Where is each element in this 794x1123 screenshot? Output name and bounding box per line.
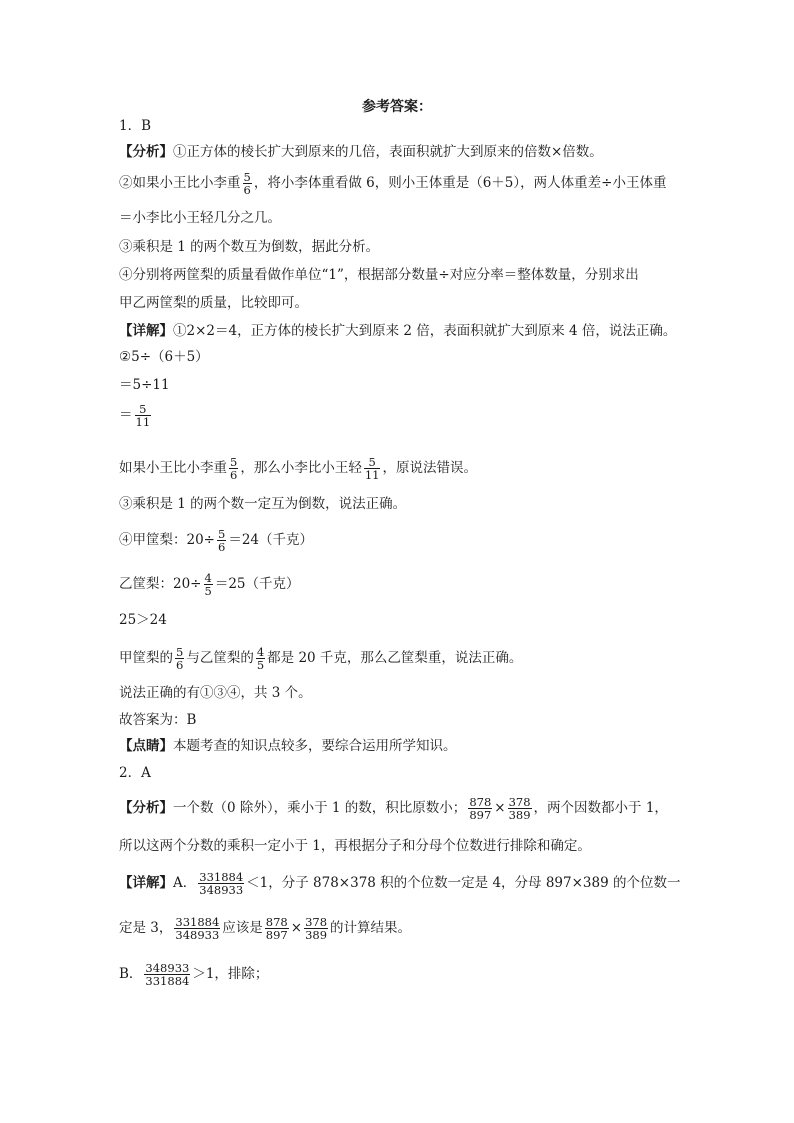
text: ＞1，排除； xyxy=(192,966,269,982)
numerator: 5 xyxy=(230,455,238,469)
denominator: 331884 xyxy=(145,974,190,988)
fraction-331884-348933 xyxy=(174,916,220,941)
fraction-5-11 xyxy=(135,403,152,428)
text: 的计算结果。 xyxy=(330,920,412,936)
q1-detail-line-6: ③乘积是 1 的两个数一定互为倒数，说法正确。 xyxy=(119,496,407,512)
q2-detail-line-2 xyxy=(119,916,411,941)
fraction-5-6 xyxy=(243,171,252,196)
denominator: 6 xyxy=(218,540,226,554)
text: ＝ xyxy=(119,407,133,423)
numerator: 5 xyxy=(243,170,251,184)
numerator: 5 xyxy=(368,455,376,469)
q1-analysis-line-4: ③乘积是 1 的两个数互为倒数，据此分析。 xyxy=(119,239,380,255)
fraction-378-389 xyxy=(304,916,328,941)
text: 应该是 xyxy=(222,920,263,936)
denominator: 5 xyxy=(256,658,265,672)
denominator: 6 xyxy=(176,658,184,672)
text: 定是 3， xyxy=(119,920,173,936)
q2-analysis-line-1 xyxy=(119,796,668,821)
q1-detail-line-5 xyxy=(119,456,477,481)
denominator: 11 xyxy=(135,415,151,429)
numerator: 5 xyxy=(218,527,226,541)
text: ＝25（千克） xyxy=(214,576,300,592)
numerator: 878 xyxy=(265,915,288,929)
text: × xyxy=(290,920,303,936)
numerator: 878 xyxy=(469,795,492,809)
q1-detail-line-10 xyxy=(119,646,522,671)
text: 都是 20 千克，那么乙筐梨重，说法正确。 xyxy=(267,650,523,666)
q1-detail-line-2: ②5÷（6＋5） xyxy=(119,349,209,365)
denominator: 348933 xyxy=(199,883,244,897)
text: ，原说法错误。 xyxy=(382,460,477,476)
q1-detail-line-1 xyxy=(119,321,676,341)
q2-detail-line-1 xyxy=(119,871,680,896)
text: ，将小李体重看做 6，则小王体重是（6＋5），两人体重差÷小王体重 xyxy=(253,175,667,191)
fraction-878-897 xyxy=(468,796,492,821)
numerator: 378 xyxy=(508,795,531,809)
text: ①2×2＝4，正方体的棱长扩大到原来 2 倍，表面积就扩大到原来 4 倍，说法正确。 xyxy=(173,323,677,339)
comment-tag: 【点睛】 xyxy=(119,738,173,754)
fraction-5-11 xyxy=(364,456,381,481)
text: 如果小王比小李重 xyxy=(119,460,227,476)
text: B． xyxy=(119,966,143,982)
q1-analysis-line-1 xyxy=(119,142,603,162)
text: ，那么小李比小王轻 xyxy=(240,460,362,476)
analysis-tag: 【分析】 xyxy=(119,800,173,816)
denominator: 11 xyxy=(364,468,380,482)
numerator: 4 xyxy=(256,645,265,659)
numerator: 378 xyxy=(305,915,328,929)
numerator: 331884 xyxy=(199,870,244,884)
q1-final: 故答案为：B xyxy=(119,712,197,728)
numerator: 331884 xyxy=(175,915,220,929)
denominator: 6 xyxy=(243,183,251,197)
denominator: 389 xyxy=(305,928,328,942)
page-title: 参考答案： xyxy=(362,99,432,115)
text: 乙筐梨：20÷ xyxy=(119,576,202,592)
fraction-4-5 xyxy=(204,572,213,597)
text: ＝24（千克） xyxy=(228,532,314,548)
q1-analysis-line-5: ④分别将两筐梨的质量看做作单位“1”，根据部分数量÷对应分率＝整体数量，分别求出 xyxy=(119,267,639,283)
denominator: 389 xyxy=(508,808,531,822)
q1-answer: 1．B xyxy=(119,118,152,134)
text: 与乙筐梨的 xyxy=(186,650,254,666)
denominator: 348933 xyxy=(175,928,220,942)
fraction-4-5 xyxy=(256,646,265,671)
q1-conclusion: 说法正确的有①③④，共 3 个。 xyxy=(119,685,312,701)
text: 甲筐梨的 xyxy=(119,650,173,666)
text: × xyxy=(494,800,506,816)
numerator: 5 xyxy=(176,645,184,659)
denominator: 6 xyxy=(230,468,238,482)
numerator: 4 xyxy=(204,571,212,585)
detail-tag: 【详解】 xyxy=(119,875,173,891)
q1-detail-line-8 xyxy=(119,572,300,597)
q2-analysis-line-2: 所以这两个分数的乘积一定小于 1，再根据分子和分母个位数进行排除和确定。 xyxy=(119,838,591,854)
fraction-378-389 xyxy=(508,796,532,821)
numerator: 348933 xyxy=(145,961,190,975)
numerator: 5 xyxy=(139,402,147,416)
denominator: 897 xyxy=(265,928,288,942)
text: 本题考查的知识点较多，要综合运用所学知识。 xyxy=(173,738,457,754)
text: ②如果小王比小李重 xyxy=(119,175,241,191)
text: ，两个因数都小于 1， xyxy=(533,800,668,816)
fraction-331884-348933 xyxy=(198,871,244,896)
q1-analysis-line-2 xyxy=(119,171,666,196)
text: ④甲筐梨：20÷ xyxy=(119,532,215,548)
text: ＜1，分子 878×378 积的个位数一定是 4，分母 897×389 的个位数一 xyxy=(246,875,681,891)
q1-comment xyxy=(119,736,457,756)
q1-detail-line-4 xyxy=(119,403,153,428)
fraction-5-6 xyxy=(229,456,238,481)
q1-detail-line-7 xyxy=(119,528,313,553)
q1-analysis-line-3: ＝小李比小王轻几分之几。 xyxy=(119,210,281,226)
text: 一个数（0 除外），乘小于 1 的数，积比原数小； xyxy=(173,800,467,816)
q2-answer: 2．A xyxy=(119,765,151,781)
denominator: 897 xyxy=(469,808,492,822)
text: A． xyxy=(173,875,197,891)
q1-detail-line-3: ＝5÷11 xyxy=(119,377,170,393)
fraction-348933-331884 xyxy=(144,962,190,987)
fraction-878-897 xyxy=(265,916,289,941)
q1-detail-line-9: 25＞24 xyxy=(119,612,167,628)
detail-tag: 【详解】 xyxy=(119,323,173,339)
denominator: 5 xyxy=(204,584,212,598)
text: ①正方体的棱长扩大到原来的几倍，表面积就扩大到原来的倍数×倍数。 xyxy=(173,144,603,160)
fraction-5-6 xyxy=(217,528,226,553)
q1-analysis-line-6: 甲乙两筐梨的质量，比较即可。 xyxy=(119,295,308,311)
q2-detail-line-3 xyxy=(119,962,268,987)
analysis-tag: 【分析】 xyxy=(119,144,173,160)
fraction-5-6 xyxy=(175,646,184,671)
